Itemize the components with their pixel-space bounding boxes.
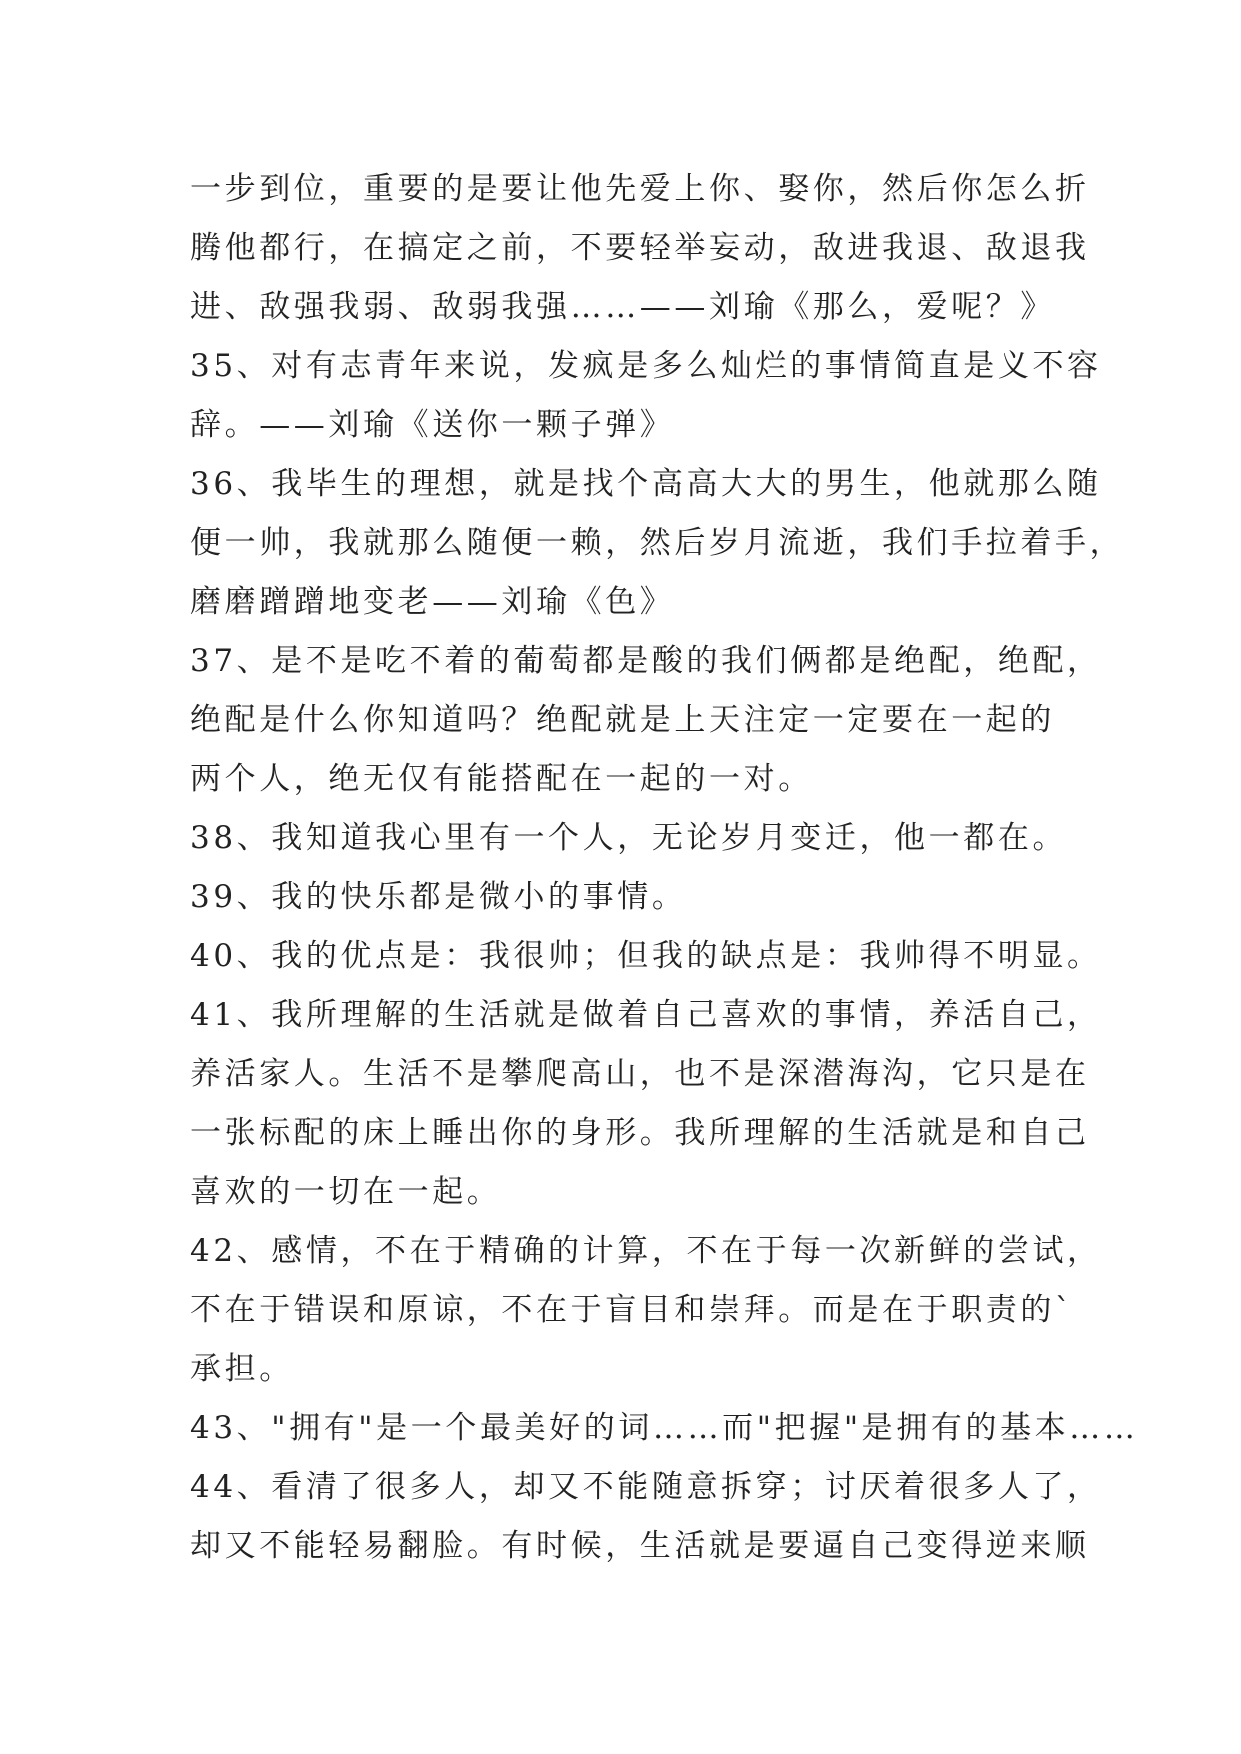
text-line: 喜欢的一切在一起。	[190, 1174, 502, 1210]
text-line: 却又不能轻易翻脸。有时候，生活就是要逼自己变得逆来顺	[190, 1528, 1090, 1564]
text-line: 承担。	[190, 1351, 294, 1387]
text-line: 不在于错误和原谅，不在于盲目和崇拜。而是在于职责的`	[190, 1292, 1075, 1328]
text-line: 37、是不是吃不着的葡萄都是酸的我们俩都是绝配，绝配，	[190, 643, 1102, 679]
text-line: 磨磨蹭蹭地变老——刘瑜《色》	[190, 584, 675, 620]
text-line: 44、看清了很多人，却又不能随意拆穿；讨厌着很多人了，	[190, 1469, 1102, 1505]
text-line: 43、"拥有"是一个最美好的词……而"把握"是拥有的基本……	[190, 1410, 1139, 1446]
document-body	[190, 160, 1139, 1576]
text-line: 养活家人。生活不是攀爬高山，也不是深潜海沟，它只是在	[190, 1056, 1090, 1092]
text-line: 一张标配的床上睡出你的身形。我所理解的生活就是和自己	[190, 1115, 1090, 1151]
text-line: 两个人，绝无仅有能搭配在一起的一对。	[190, 761, 813, 797]
text-line: 41、我所理解的生活就是做着自己喜欢的事情，养活自己，	[190, 997, 1102, 1033]
text-line: 42、感情，不在于精确的计算，不在于每一次新鲜的尝试，	[190, 1233, 1102, 1269]
text-line: 辞。——刘瑜《送你一颗子弹》	[190, 407, 675, 443]
text-line: 绝配是什么你知道吗？绝配就是上天注定一定要在一起的	[190, 702, 1055, 738]
text-line: 腾他都行，在搞定之前，不要轻举妄动，敌进我退、敌退我	[190, 230, 1090, 266]
text-line: 35、对有志青年来说，发疯是多么灿烂的事情简直是义不容	[190, 348, 1102, 384]
text-line: 38、我知道我心里有一个人，无论岁月变迁，他一都在。	[190, 820, 1068, 856]
text-line: 40、我的优点是：我很帅；但我的缺点是：我帅得不明显。	[190, 938, 1102, 974]
text-line: 进、敌强我弱、敌弱我强……——刘瑜《那么，爱呢？》	[190, 289, 1055, 325]
text-line: 便一帅，我就那么随便一赖，然后岁月流逝，我们手拉着手，	[190, 525, 1125, 561]
text-line: 39、我的快乐都是微小的事情。	[190, 879, 687, 915]
text-line: 36、我毕生的理想，就是找个高高大大的男生，他就那么随	[190, 466, 1102, 502]
text-line: 一步到位，重要的是要让他先爱上你、娶你，然后你怎么折	[190, 171, 1090, 207]
